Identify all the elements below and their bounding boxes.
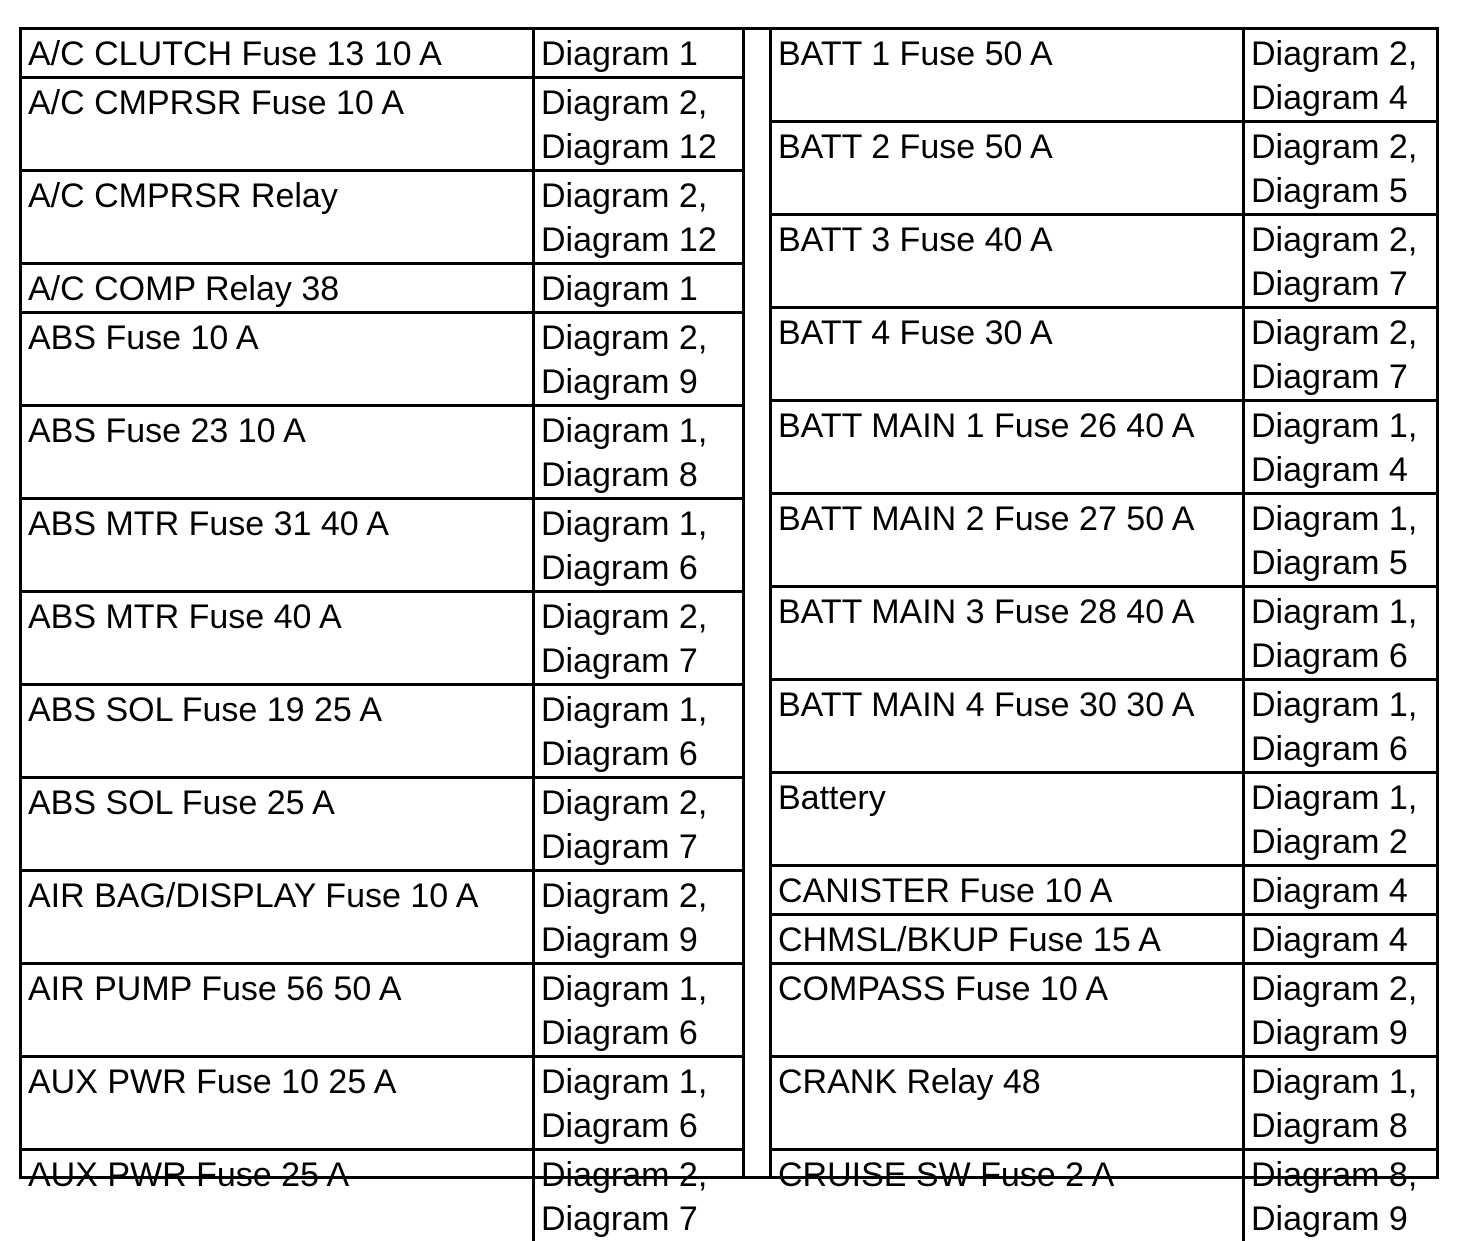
diagram-reference-cell: Diagram 1, Diagram 8 bbox=[541, 412, 708, 494]
table-row bbox=[22, 30, 745, 79]
component-name-cell: CRUISE SW Fuse 2 A bbox=[772, 1151, 1245, 1241]
component-name-cell: A/C CMPRSR Fuse 10 A bbox=[22, 79, 535, 169]
component-name-cell: BATT MAIN 2 Fuse 27 50 A bbox=[772, 495, 1245, 585]
table-row bbox=[22, 593, 745, 686]
diagram-reference-cell: Diagram 2, Diagram 7 bbox=[541, 598, 708, 680]
component-name-cell: BATT MAIN 4 Fuse 30 30 A bbox=[772, 681, 1245, 771]
diagram-reference-cell: Diagram 1 bbox=[541, 270, 698, 308]
diagram-reference-cell: Diagram 2, Diagram 12 bbox=[541, 177, 717, 259]
table-row bbox=[772, 30, 1436, 123]
component-name-cell: ABS MTR Fuse 31 40 A bbox=[22, 500, 535, 590]
column-separator bbox=[742, 30, 772, 1176]
table-row bbox=[772, 965, 1436, 1058]
component-name-cell: ABS Fuse 23 10 A bbox=[22, 407, 535, 497]
component-name-cell: AIR PUMP Fuse 56 50 A bbox=[22, 965, 535, 1055]
component-name-cell: COMPASS Fuse 10 A bbox=[772, 965, 1245, 1055]
component-name-cell: AUX PWR Fuse 10 25 A bbox=[22, 1058, 535, 1148]
component-name-cell: BATT MAIN 3 Fuse 28 40 A bbox=[772, 588, 1245, 678]
table-row bbox=[772, 402, 1436, 495]
table-row bbox=[772, 1058, 1436, 1151]
component-name-cell: BATT 1 Fuse 50 A bbox=[772, 30, 1245, 120]
diagram-reference-cell: Diagram 2, Diagram 7 bbox=[1251, 314, 1418, 396]
right-column bbox=[769, 30, 1436, 1238]
diagram-reference-cell: Diagram 1, Diagram 2 bbox=[1251, 779, 1418, 861]
table-row bbox=[772, 216, 1436, 309]
diagram-reference-cell: Diagram 4 bbox=[1251, 921, 1408, 959]
table-row bbox=[772, 1151, 1436, 1241]
table-row bbox=[22, 79, 745, 172]
table-row bbox=[22, 779, 745, 872]
table-row bbox=[772, 681, 1436, 774]
component-name-cell: ABS SOL Fuse 19 25 A bbox=[22, 686, 535, 776]
table-row bbox=[22, 500, 745, 593]
diagram-reference-cell: Diagram 1 bbox=[541, 35, 698, 73]
diagram-reference-cell: Diagram 8, Diagram 9 bbox=[1251, 1156, 1418, 1238]
component-name-cell: ABS Fuse 10 A bbox=[22, 314, 535, 404]
diagram-reference-cell: Diagram 1, Diagram 6 bbox=[541, 970, 708, 1052]
component-name-cell: A/C CMPRSR Relay bbox=[22, 172, 535, 262]
table-row bbox=[22, 314, 745, 407]
diagram-reference-cell: Diagram 1, Diagram 6 bbox=[541, 505, 708, 587]
diagram-reference-cell: Diagram 1, Diagram 6 bbox=[541, 1063, 708, 1145]
diagram-reference-cell: Diagram 2, Diagram 7 bbox=[1251, 221, 1418, 303]
table-row bbox=[22, 265, 745, 314]
diagram-reference-cell: Diagram 2, Diagram 9 bbox=[541, 877, 708, 959]
component-name-cell: A/C CLUTCH Fuse 13 10 A bbox=[22, 30, 535, 76]
table-row bbox=[22, 172, 745, 265]
diagram-reference-cell: Diagram 2, Diagram 7 bbox=[541, 1156, 708, 1238]
component-name-cell: CHMSL/BKUP Fuse 15 A bbox=[772, 916, 1245, 962]
table-row bbox=[772, 774, 1436, 867]
table-row bbox=[22, 407, 745, 500]
table-row bbox=[772, 916, 1436, 965]
left-column bbox=[22, 30, 745, 1238]
diagram-reference-cell: Diagram 1, Diagram 5 bbox=[1251, 500, 1418, 582]
component-name-cell: ABS MTR Fuse 40 A bbox=[22, 593, 535, 683]
component-name-cell: BATT 4 Fuse 30 A bbox=[772, 309, 1245, 399]
table-row bbox=[772, 588, 1436, 681]
table-row bbox=[772, 309, 1436, 402]
table-row bbox=[772, 495, 1436, 588]
diagram-reference-cell: Diagram 4 bbox=[1251, 872, 1408, 910]
diagram-reference-cell: Diagram 1, Diagram 4 bbox=[1251, 407, 1418, 489]
component-name-cell: Battery bbox=[772, 774, 1245, 864]
table-row bbox=[22, 1058, 745, 1151]
table-row bbox=[22, 965, 745, 1058]
diagram-reference-cell: Diagram 1, Diagram 6 bbox=[1251, 686, 1418, 768]
component-name-cell: AIR BAG/DISPLAY Fuse 10 A bbox=[22, 872, 535, 962]
component-name-cell: BATT 2 Fuse 50 A bbox=[772, 123, 1245, 213]
diagram-reference-cell: Diagram 2, Diagram 9 bbox=[541, 319, 708, 401]
diagram-reference-cell: Diagram 2, Diagram 12 bbox=[541, 84, 717, 166]
table-row bbox=[22, 1151, 745, 1241]
diagram-reference-cell: Diagram 2, Diagram 5 bbox=[1251, 128, 1418, 210]
component-name-cell: BATT MAIN 1 Fuse 26 40 A bbox=[772, 402, 1245, 492]
table-row bbox=[772, 123, 1436, 216]
table-row bbox=[772, 867, 1436, 916]
table-row bbox=[22, 872, 745, 965]
table-row bbox=[22, 686, 745, 779]
component-name-cell: ABS SOL Fuse 25 A bbox=[22, 779, 535, 869]
component-name-cell: AUX PWR Fuse 25 A bbox=[22, 1151, 535, 1241]
component-name-cell: A/C COMP Relay 38 bbox=[22, 265, 535, 311]
diagram-reference-cell: Diagram 1, Diagram 6 bbox=[1251, 593, 1418, 675]
diagram-reference-cell: Diagram 1, Diagram 8 bbox=[1251, 1063, 1418, 1145]
diagram-reference-cell: Diagram 2, Diagram 9 bbox=[1251, 970, 1418, 1052]
component-name-cell: BATT 3 Fuse 40 A bbox=[772, 216, 1245, 306]
diagram-reference-cell: Diagram 2, Diagram 4 bbox=[1251, 35, 1418, 117]
diagram-reference-cell: Diagram 1, Diagram 6 bbox=[541, 691, 708, 773]
fuse-diagram-index-table bbox=[19, 27, 1439, 1238]
component-name-cell: CANISTER Fuse 10 A bbox=[772, 867, 1245, 913]
diagram-reference-cell: Diagram 2, Diagram 7 bbox=[541, 784, 708, 866]
component-name-cell: CRANK Relay 48 bbox=[772, 1058, 1245, 1148]
